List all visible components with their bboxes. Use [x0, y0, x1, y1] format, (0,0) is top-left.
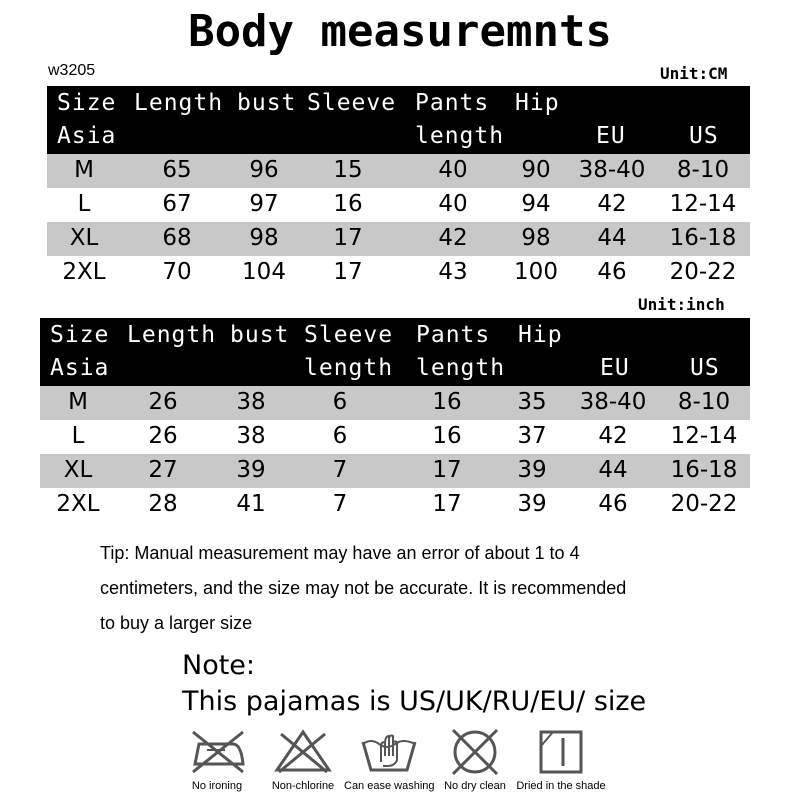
header-us: US — [689, 123, 719, 149]
cell-eu: 46 — [597, 259, 627, 285]
tip-line: to buy a larger size — [100, 613, 253, 633]
cell-eu: 44 — [598, 457, 628, 483]
care-item-no-ironing — [172, 726, 262, 792]
header-sleeve-length: length — [304, 355, 394, 381]
cell-pants: 40 — [438, 191, 468, 217]
cell-pants: 16 — [432, 389, 462, 415]
cell-hip: 35 — [517, 389, 547, 415]
table-row — [47, 222, 750, 256]
page-title: Body measuremnts — [188, 6, 612, 57]
cell-us: 12-14 — [670, 423, 738, 449]
cell-size: 2XL — [56, 491, 100, 517]
cell-bust: 38 — [236, 389, 266, 415]
cell-pants: 16 — [432, 423, 462, 449]
cell-size: M — [74, 157, 94, 183]
care-label: Dried in the shade — [516, 780, 606, 792]
cell-us: 8-10 — [676, 157, 730, 183]
care-item-hand-wash — [344, 726, 434, 792]
cell-sleeve: 17 — [333, 225, 363, 251]
unit-label-cm: Unit:CM — [660, 64, 728, 83]
product-code: w3205 — [48, 62, 96, 79]
cell-us: 8-10 — [677, 389, 731, 415]
cell-bust: 97 — [249, 191, 279, 217]
header-size: Size — [57, 90, 117, 116]
tip-line: centimeters, and the size may not be accurate. It is recommended — [100, 578, 627, 598]
no-ironing-icon — [185, 726, 249, 776]
table-row — [47, 188, 750, 222]
unit-label-inch: Unit:inch — [638, 295, 725, 314]
cell-hip: 90 — [521, 157, 551, 183]
header-length: Length — [134, 90, 224, 116]
cell-bust: 98 — [249, 225, 279, 251]
cell-sleeve: 16 — [333, 191, 363, 217]
cell-length: 65 — [162, 157, 192, 183]
cell-us: 16-18 — [670, 457, 738, 483]
cell-eu: 42 — [597, 191, 627, 217]
cell-pants: 43 — [438, 259, 468, 285]
cell-bust: 39 — [236, 457, 266, 483]
no-dry-clean-icon — [443, 726, 507, 776]
note-text: This pajamas is US/UK/RU/EU/ size — [182, 686, 647, 717]
cell-bust: 104 — [242, 259, 286, 285]
cell-size: L — [71, 423, 85, 449]
header-eu: EU — [600, 355, 630, 381]
header-sleeve: Sleeve — [307, 90, 397, 116]
cell-length: 26 — [148, 423, 178, 449]
cell-sleeve: 6 — [332, 423, 348, 449]
header-eu: EU — [596, 123, 626, 149]
inch-table-header — [40, 318, 750, 386]
header-pants: Pants — [416, 322, 491, 348]
cell-pants: 42 — [438, 225, 468, 251]
cell-us: 20-22 — [670, 491, 738, 517]
table-row — [40, 386, 750, 420]
dry-in-shade-icon — [529, 726, 593, 776]
header-bust: bust — [237, 90, 297, 116]
cell-hip: 100 — [514, 259, 558, 285]
cell-length: 67 — [162, 191, 192, 217]
care-label: Can ease washing — [344, 780, 435, 792]
cell-us: 16-18 — [669, 225, 737, 251]
tip-line: Tip: Manual measurement may have an error of about 1 to 4 — [100, 543, 580, 563]
hand-wash-icon — [357, 726, 421, 776]
header-length: Length — [127, 322, 217, 348]
header-pants-length: length — [416, 355, 506, 381]
cell-size: XL — [63, 457, 93, 483]
cell-bust: 38 — [236, 423, 266, 449]
header-pants: Pants — [415, 90, 490, 116]
table-row — [40, 488, 750, 522]
care-item-non-chlorine — [258, 726, 348, 792]
cell-sleeve: 7 — [332, 457, 348, 483]
cell-hip: 39 — [517, 491, 547, 517]
header-pants-length: length — [415, 123, 505, 149]
care-item-dry-in-shade — [516, 726, 606, 792]
cell-size: 2XL — [62, 259, 106, 285]
cell-length: 26 — [148, 389, 178, 415]
cell-sleeve: 7 — [332, 491, 348, 517]
cell-pants: 40 — [438, 157, 468, 183]
cell-eu: 42 — [598, 423, 628, 449]
non-chlorine-icon — [271, 726, 335, 776]
cell-hip: 94 — [521, 191, 551, 217]
cell-hip: 39 — [517, 457, 547, 483]
cell-eu: 38-40 — [579, 389, 647, 415]
table-row — [47, 256, 750, 290]
header-sleeve: Sleeve — [304, 322, 394, 348]
cell-bust: 96 — [249, 157, 279, 183]
cell-hip: 37 — [517, 423, 547, 449]
cell-bust: 41 — [236, 491, 266, 517]
table-row — [40, 420, 750, 454]
cell-sleeve: 17 — [333, 259, 363, 285]
cell-length: 27 — [148, 457, 178, 483]
cell-sleeve: 6 — [332, 389, 348, 415]
table-row — [47, 154, 750, 188]
header-hip: Hip — [518, 322, 563, 348]
cell-us: 20-22 — [669, 259, 737, 285]
cell-pants: 17 — [432, 491, 462, 517]
cell-eu: 38-40 — [578, 157, 646, 183]
care-item-no-dry-clean — [430, 726, 520, 792]
cell-length: 68 — [162, 225, 192, 251]
header-size: Size — [50, 322, 110, 348]
cell-eu: 44 — [597, 225, 627, 251]
header-hip: Hip — [515, 90, 560, 116]
table-row — [40, 454, 750, 488]
note-heading: Note: — [182, 650, 256, 681]
cell-sleeve: 15 — [333, 157, 363, 183]
tip-text — [100, 536, 720, 641]
cm-table-header — [47, 86, 750, 154]
cell-size: M — [68, 389, 88, 415]
header-asia: Asia — [57, 123, 117, 149]
care-label: No dry clean — [444, 780, 506, 792]
header-bust: bust — [230, 322, 290, 348]
cell-size: XL — [69, 225, 99, 251]
cell-us: 12-14 — [669, 191, 737, 217]
cell-pants: 17 — [432, 457, 462, 483]
cell-length: 28 — [148, 491, 178, 517]
care-label: No ironing — [191, 780, 243, 792]
care-label: Non-chlorine — [271, 780, 335, 792]
header-asia: Asia — [50, 355, 110, 381]
cell-hip: 98 — [521, 225, 551, 251]
cell-eu: 46 — [598, 491, 628, 517]
cell-size: L — [77, 191, 91, 217]
cell-length: 70 — [162, 259, 192, 285]
header-us: US — [690, 355, 720, 381]
